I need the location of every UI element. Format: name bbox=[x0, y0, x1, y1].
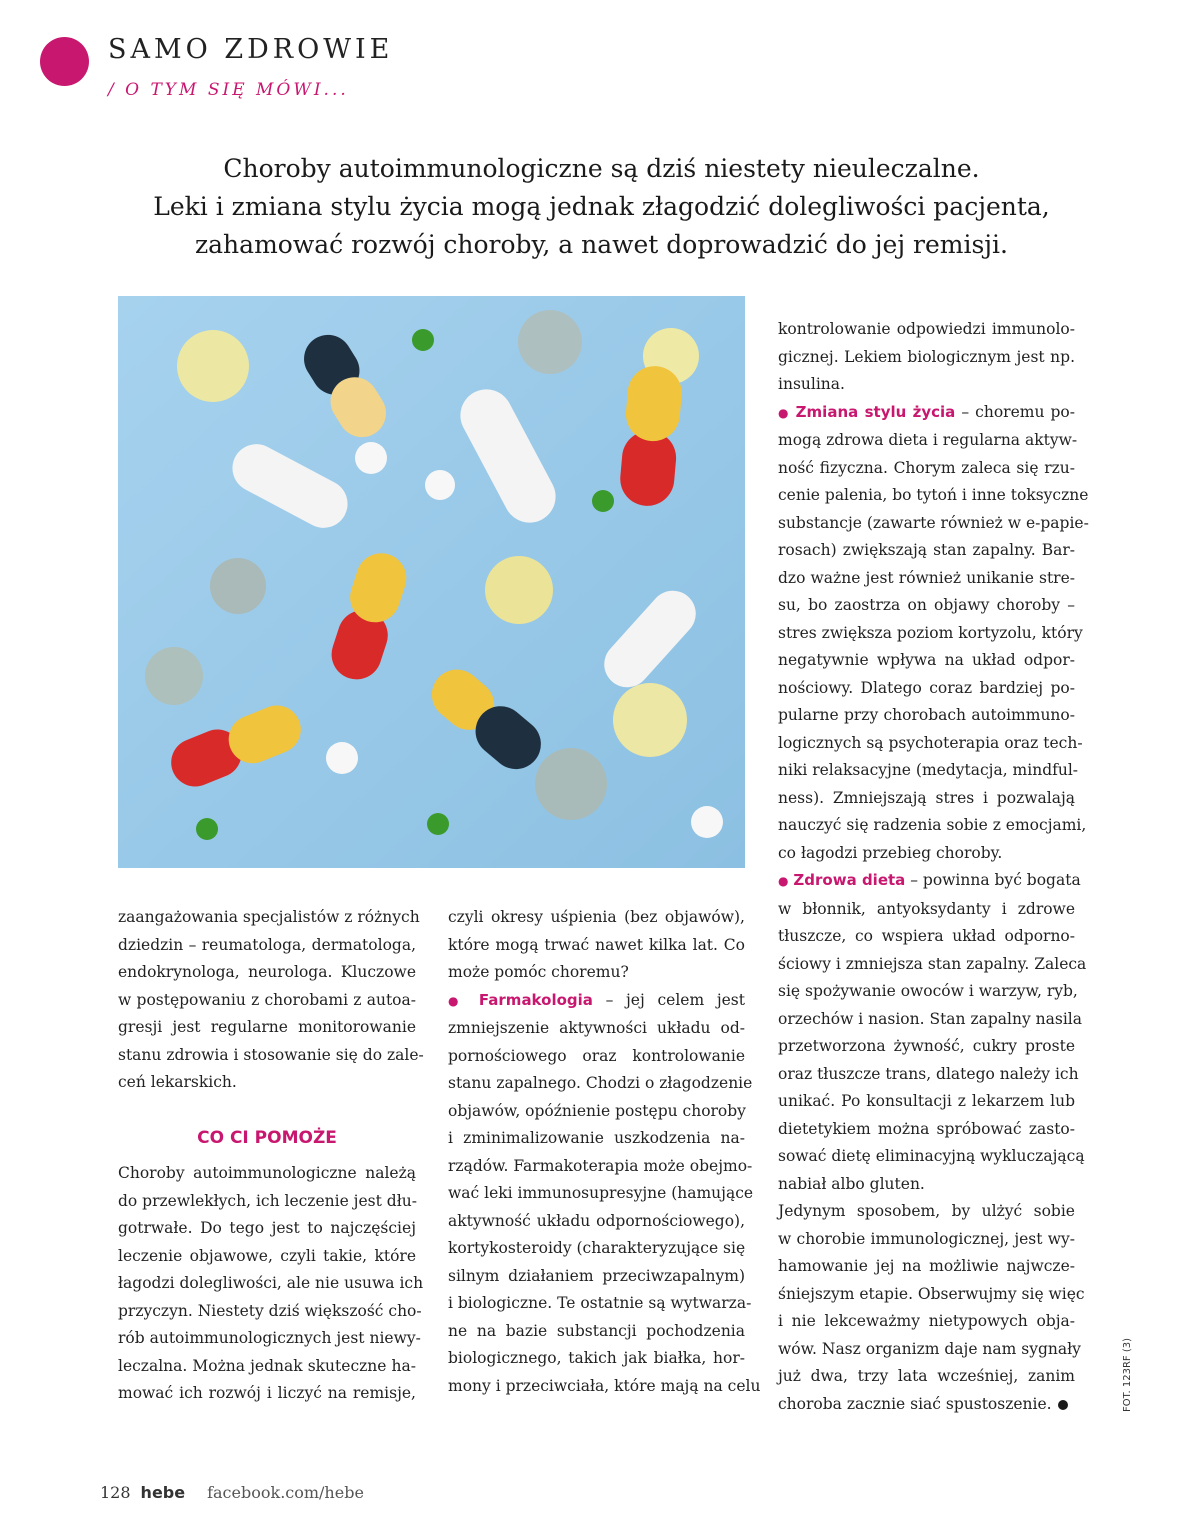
section-subtitle: / O TYM SIĘ MÓWI... bbox=[108, 80, 349, 100]
text-line: już dwa, trzy lata wcześniej, zanim bbox=[778, 1367, 1075, 1385]
bullet-line bbox=[778, 399, 1075, 428]
text-line: rządów. Farmakoterapia może obejmo- bbox=[448, 1156, 753, 1175]
bullet-line bbox=[448, 987, 745, 1016]
text-line: substancje (zawarte również w e-papie- bbox=[778, 513, 1089, 532]
lead-line: Leki i zmiana stylu życia mogą jednak złagodzić dolegliwości pacjenta, bbox=[153, 192, 1050, 221]
text-line: się spożywanie owoców i warzyw, ryb, bbox=[778, 982, 1078, 1000]
text-line: ceń lekarskich. bbox=[118, 1073, 237, 1091]
text-line: wać leki immunosupresyjne (hamujące bbox=[448, 1184, 754, 1202]
text-line: ściowy i zmniejsza stan zapalny. Zaleca bbox=[778, 954, 1087, 973]
section-dot-icon bbox=[40, 37, 89, 86]
text-line: przetworzona żywność, cukry proste bbox=[778, 1037, 1075, 1055]
text-line: stanu zapalnego. Chodzi o złagodzenie bbox=[448, 1074, 753, 1092]
text-line: czyli okresy uśpienia (bez objawów), bbox=[448, 908, 745, 926]
column-1 bbox=[118, 904, 424, 1097]
pills-photo bbox=[118, 296, 745, 868]
lead-line: Choroby autoimmunologiczne są dziś niestety nieuleczalne. bbox=[223, 154, 980, 183]
text-line: Choroby autoimmunologiczne należą bbox=[118, 1164, 416, 1182]
bullet-line bbox=[778, 867, 1081, 896]
text-line: które mogą trwać nawet kilka lat. Co bbox=[448, 935, 745, 954]
text-line: mony i przeciwciała, które mają na celu bbox=[448, 1376, 761, 1395]
text-line: niki relaksacyjne (medytacja, mindful- bbox=[778, 761, 1079, 779]
text-line: orzechów i nasion. Stan zapalny nasila bbox=[778, 1009, 1082, 1028]
text-line: rób autoimmunologicznych jest niewy- bbox=[118, 1329, 421, 1347]
text-line: su, bo zaostrza on objawy choroby – bbox=[778, 596, 1075, 614]
facebook-link[interactable]: facebook.com/hebe bbox=[207, 1483, 364, 1502]
text-line: hamowanie jej na możliwie najwcze- bbox=[778, 1257, 1075, 1275]
text-line: przyczyn. Niestety dziś większość cho- bbox=[118, 1301, 422, 1320]
text-line: logicznych są psychoterapia oraz tech- bbox=[778, 733, 1083, 752]
text-line: cenie palenia, bo tytoń i inne toksyczne bbox=[778, 486, 1089, 504]
text-line: oraz tłuszcze trans, dlatego należy ich bbox=[778, 1064, 1079, 1083]
text-line: rosach) zwiększają stan zapalny. Bar- bbox=[778, 541, 1075, 559]
text-line: silnym działaniem przeciwzapalnym) bbox=[448, 1266, 745, 1285]
text-line: kontrolowanie odpowiedzi immunolo- bbox=[778, 320, 1075, 338]
text-line: łagodzi dolegliwości, ale nie usuwa ich bbox=[118, 1274, 424, 1292]
text-line: stres zwiększa poziom kortyzolu, który bbox=[778, 623, 1083, 642]
keyword-farmakologia: Farmakologia bbox=[478, 990, 593, 1009]
lead-paragraph bbox=[110, 150, 1093, 264]
column-2 bbox=[448, 904, 761, 1400]
text-fragment: – choremu po- bbox=[955, 402, 1075, 421]
end-mark-icon bbox=[1058, 1400, 1068, 1410]
text-line: aktywność układu odpornościowego), bbox=[448, 1211, 745, 1230]
text-line: gicznej. Lekiem biologicznym jest np. bbox=[778, 347, 1075, 366]
text-line: kortykosteroidy (charakteryzujące się bbox=[448, 1239, 746, 1257]
text-line: mować ich rozwój i liczyć na remisje, bbox=[118, 1384, 416, 1402]
text-line: sować dietę eliminacyjną wykluczającą bbox=[778, 1147, 1085, 1165]
text-line: stanu zdrowia i stosowanie się do zale- bbox=[118, 1045, 424, 1064]
text-line: śniejszym etapie. Obserwujmy się więc bbox=[778, 1284, 1085, 1303]
keyword-zmiana-stylu-zycia: Zmiana stylu życia bbox=[795, 402, 956, 421]
keyword-zdrowa-dieta: Zdrowa dieta bbox=[793, 871, 906, 889]
text-line: dietetykiem można spróbować zasto- bbox=[778, 1119, 1075, 1138]
text-line: zaangażowania specjalistów z różnych bbox=[118, 908, 420, 926]
text-line: endokrynologa, neurologa. Kluczowe bbox=[118, 963, 416, 981]
text-line: i zminimalizowanie uszkodzenia na- bbox=[448, 1129, 745, 1147]
text-line: w chorobie immunologicznej, jest wy- bbox=[778, 1229, 1075, 1248]
bullet-icon: ● bbox=[448, 993, 467, 1008]
text-fragment: choroba zacznie siać spustoszenie. bbox=[778, 1394, 1052, 1413]
text-line: do przewlekłych, ich leczenie jest dłu- bbox=[118, 1191, 417, 1210]
text-line: pularne przy chorobach autoimmuno- bbox=[778, 706, 1075, 724]
bullet-icon: ● bbox=[778, 874, 789, 888]
text-line: insulina. bbox=[778, 375, 845, 393]
text-line: mogą zdrowa dieta i regularna aktyw- bbox=[778, 431, 1078, 449]
text-fragment: – jej celem jest bbox=[592, 990, 745, 1009]
text-line-final bbox=[778, 1391, 1075, 1419]
text-line: wów. Nasz organizm daje nam sygnały bbox=[778, 1339, 1081, 1358]
text-line: zmniejszenie aktywności układu od- bbox=[448, 1019, 745, 1037]
text-line: i nie lekceważmy nietypowych obja- bbox=[778, 1312, 1075, 1330]
text-line: pornościowego oraz kontrolowanie bbox=[448, 1046, 745, 1065]
column-3 bbox=[778, 316, 1089, 1418]
text-line: gotrwałe. Do tego jest to najczęściej bbox=[118, 1219, 416, 1237]
text-line: biologicznego, takich jak białka, hor- bbox=[448, 1349, 745, 1367]
text-line: unikać. Po konsultacji z lekarzem lub bbox=[778, 1092, 1075, 1110]
text-line: leczenie objawowe, czyli takie, które bbox=[118, 1246, 416, 1265]
section-title: SAMO ZDROWIE bbox=[108, 34, 394, 65]
page-number: 128 bbox=[100, 1483, 131, 1502]
text-line: co łagodzi przebieg choroby. bbox=[778, 843, 1003, 862]
text-line: nabiał albo gluten. bbox=[778, 1174, 925, 1193]
text-line: ność fizyczna. Chorym zaleca się rzu- bbox=[778, 458, 1075, 477]
text-line: dziedzin – reumatologa, dermatologa, bbox=[118, 935, 416, 954]
page-footer bbox=[100, 1483, 364, 1503]
text-line: tłuszcze, co wspiera układ odporno- bbox=[778, 927, 1075, 945]
text-line: w błonnik, antyoksydanty i zdrowe bbox=[778, 899, 1075, 918]
column-1-section bbox=[118, 1160, 424, 1408]
text-line: ne na bazie substancji pochodzenia bbox=[448, 1321, 745, 1340]
text-line: Jedynym sposobem, by ulżyć sobie bbox=[778, 1202, 1075, 1220]
text-line: negatywnie wpływa na układ odpor- bbox=[778, 651, 1075, 669]
subheading: CO CI POMOŻE bbox=[197, 1128, 337, 1148]
text-line: nościowy. Dlatego coraz bardziej po- bbox=[778, 678, 1075, 697]
text-line: dzo ważne jest również unikanie stre- bbox=[778, 568, 1075, 587]
text-line: nauczyć się radzenia sobie z emocjami, bbox=[778, 816, 1087, 834]
text-line: leczalna. Można jednak skuteczne ha- bbox=[118, 1356, 416, 1375]
lead-line: zahamować rozwój choroby, a nawet doprowadzić do jej remisji. bbox=[194, 230, 1008, 259]
text-fragment: – powinna być bogata bbox=[905, 871, 1081, 889]
text-line: gresji jest regularne monitorowanie bbox=[118, 1018, 416, 1036]
magazine-logo: hebe bbox=[140, 1483, 186, 1502]
text-line: może pomóc choremu? bbox=[448, 963, 629, 981]
bullet-icon: ● bbox=[778, 405, 790, 420]
text-line: ness). Zmniejszają stres i pozwalają bbox=[778, 788, 1075, 807]
text-line: w postępowaniu z chorobami z autoa- bbox=[118, 990, 416, 1009]
text-line: i biologiczne. Te ostatnie są wytwarza- bbox=[448, 1294, 752, 1312]
text-line: objawów, opóźnienie postępu choroby bbox=[448, 1101, 746, 1120]
photo-credit: FOT. 123RF (3) bbox=[1122, 1337, 1133, 1412]
